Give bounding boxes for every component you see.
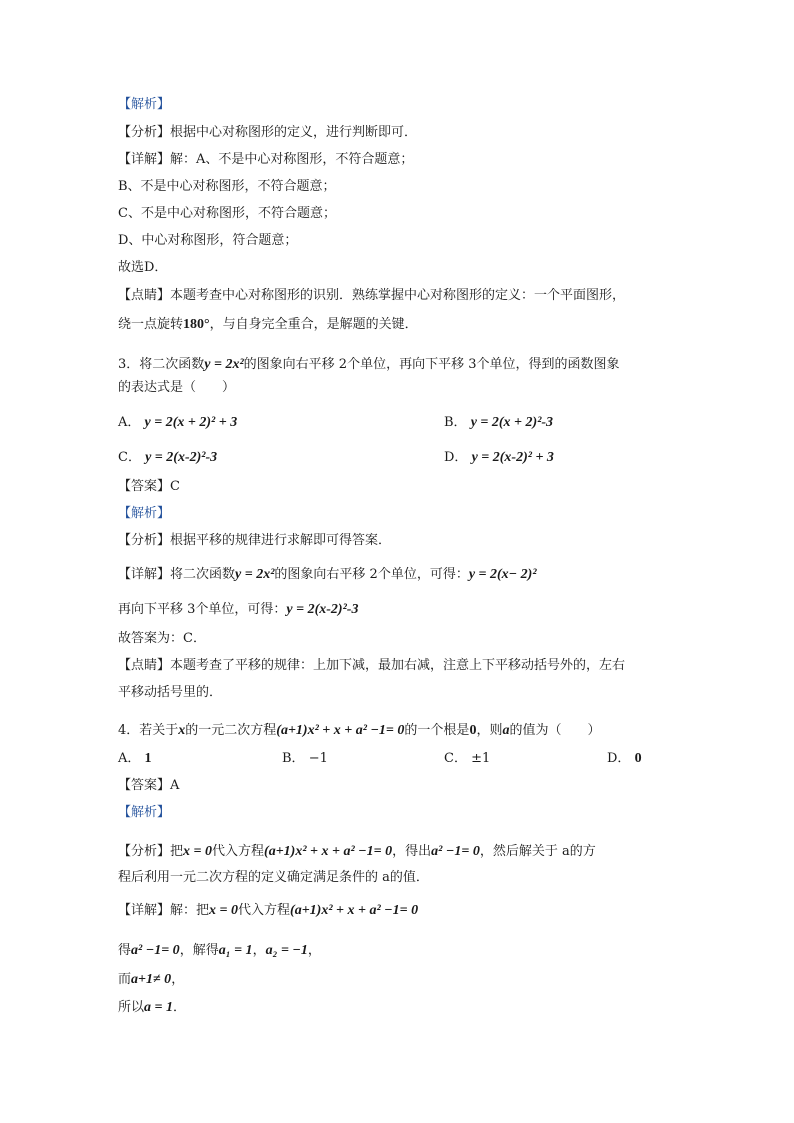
option-value: 0 xyxy=(634,751,642,766)
q3-stem xyxy=(118,356,619,374)
math-expr: y = 2(x + 2)² + 3 xyxy=(144,415,238,430)
text-segment: 所以 xyxy=(118,1000,145,1015)
analysis-tag xyxy=(118,96,170,114)
q4-fenxi-2: 程后利用一元二次方程的定义确定满足条件的 a的值． xyxy=(118,870,429,885)
text-segment: ， xyxy=(252,943,266,958)
option-d-analysis: D、中心对称图形，符合题意； xyxy=(118,233,298,248)
detail-text: 解：A、不是中心对称图形，不符合题意； xyxy=(170,152,414,167)
math-expr: y = 2(x-2)²-3 xyxy=(145,450,218,465)
math-expr: y = 2(x-2)² + 3 xyxy=(471,450,554,465)
text-segment: ， xyxy=(171,972,185,987)
dianjing-line-2 xyxy=(118,316,418,334)
option-letter: D． xyxy=(444,450,468,465)
text-segment: 代入方程 xyxy=(238,903,291,918)
q4-option-c xyxy=(444,750,490,768)
text-segment: 代入方程 xyxy=(212,844,265,859)
tag-label: 【分析】 xyxy=(118,844,171,859)
text-segment: 而 xyxy=(118,972,132,987)
math-expr: y = 2x² xyxy=(204,357,244,372)
text-segment: ． xyxy=(173,1000,187,1015)
q3-fenxi xyxy=(118,532,391,550)
option-value: 1 xyxy=(144,751,152,766)
q4-fenxi xyxy=(118,843,596,861)
choose-line: 故选D． xyxy=(118,260,168,275)
math-expr: (a+1)x² + x + a² −1= 0 xyxy=(264,844,393,859)
tag-label: 【点睛】 xyxy=(118,288,171,303)
q4-option-a xyxy=(118,750,152,768)
tag-label: 【点睛】 xyxy=(118,658,171,673)
math-expr: y = 2(x-2)²-3 xyxy=(286,602,359,617)
q3-option-b xyxy=(444,414,553,432)
math-expr: y = 2x² xyxy=(235,567,275,582)
tag-label: 【解析】 xyxy=(118,97,171,112)
text-segment: 再向下平移 3个单位，可得： xyxy=(118,602,287,617)
q3-dianjing-2: 平移动括号里的． xyxy=(118,685,223,700)
option-letter: A． xyxy=(118,751,141,766)
text-segment: 根据平移的规律进行求解即可得答案． xyxy=(170,533,392,548)
q3-stem-2: 的表达式是（ ） xyxy=(118,380,236,395)
text-segment: ，与自身完全重合，是解题的关键． xyxy=(209,317,418,332)
option-value: ±1 xyxy=(471,751,491,766)
text-segment: 将二次函数 xyxy=(170,567,236,582)
math-var: x xyxy=(178,723,186,738)
text-segment: 的一元二次方程 xyxy=(185,723,277,738)
dianjing-text: 本题考查中心对称图形的识别．熟练掌握中心对称图形的定义：一个平面图形， xyxy=(170,288,626,303)
answer-value: A xyxy=(170,778,180,793)
q4-analysis-tag xyxy=(118,804,170,822)
tag-label: 【解析】 xyxy=(118,506,171,521)
q4-final xyxy=(118,999,186,1017)
text-segment: ，则 xyxy=(476,723,503,738)
q4-solve xyxy=(118,942,321,960)
math-expr: a² −1= 0 xyxy=(431,844,480,859)
text-segment: 本题考查了平移的规律：上加下减，最加右减，注意上下平移动括号外的，左右 xyxy=(170,658,626,673)
q4-detail xyxy=(118,902,418,920)
math-var: a xyxy=(502,723,510,738)
option-letter: B． xyxy=(282,751,305,766)
tag-label: 【详解】 xyxy=(118,903,171,918)
text-segment: 绕一点旋转 xyxy=(118,317,184,332)
answer-value: C xyxy=(170,479,180,494)
tag-label: 【详解】 xyxy=(118,152,171,167)
q3-detail xyxy=(118,566,537,584)
fenxi-line xyxy=(118,124,417,142)
tag-label: 【详解】 xyxy=(118,567,171,582)
math-expr: a² −1= 0 xyxy=(131,943,180,958)
tag-label: 【答案】 xyxy=(118,778,171,793)
text-segment: 把 xyxy=(170,844,184,859)
q4-condition xyxy=(118,971,184,989)
tag-label: 【分析】 xyxy=(118,533,171,548)
q4-option-d xyxy=(607,750,642,768)
q3-answer xyxy=(118,478,180,496)
q3-analysis-tag xyxy=(118,505,170,523)
text-segment: 4．若关于 xyxy=(118,723,179,738)
q4-answer xyxy=(118,777,179,795)
q3-dianjing xyxy=(118,657,625,675)
math-expr: a₂ = −1 xyxy=(265,943,308,958)
q3-detail-2 xyxy=(118,601,358,619)
option-letter: C． xyxy=(118,450,141,465)
option-letter: C． xyxy=(444,751,467,766)
text-segment: 的图象向右平移 2个单位，再向下平移 3个单位，得到的函数图象 xyxy=(243,357,620,372)
q3-option-d xyxy=(444,449,554,467)
text-segment: ，得出 xyxy=(392,844,432,859)
tag-label: 【分析】 xyxy=(118,125,171,140)
fenxi-text: 根据中心对称图形的定义，进行判断即可． xyxy=(170,125,418,140)
math-expr: a₁ = 1 xyxy=(218,943,253,958)
option-letter: D． xyxy=(607,751,631,766)
option-letter: A． xyxy=(118,415,141,430)
q3-conclusion: 故答案为：C． xyxy=(118,631,206,646)
q4-option-b xyxy=(282,750,328,768)
angle-value: 180° xyxy=(183,317,210,332)
math-expr: x = 0 xyxy=(183,844,213,859)
option-c-analysis: C、不是中心对称图形，不符合题意； xyxy=(118,206,336,221)
tag-label: 【解析】 xyxy=(118,805,171,820)
text-segment: 的值为（ ） xyxy=(509,723,601,738)
detail-line xyxy=(118,151,413,169)
text-segment: 得 xyxy=(118,943,132,958)
math-expr: (a+1)x² + x + a² −1= 0 xyxy=(290,903,419,918)
text-segment: 的一个根是 xyxy=(404,723,470,738)
q3-option-c xyxy=(118,449,217,467)
tag-label: 【答案】 xyxy=(118,479,171,494)
dianjing-line xyxy=(118,287,625,305)
math-expr: y = 2(x + 2)²-3 xyxy=(470,415,554,430)
math-expr: y = 2(x− 2)² xyxy=(468,567,537,582)
math-expr: a+1≠ 0 xyxy=(131,972,172,987)
text-segment: ， xyxy=(307,943,321,958)
option-value: −1 xyxy=(308,751,328,766)
option-letter: B． xyxy=(444,415,467,430)
math-var: 0 xyxy=(469,723,477,738)
text-segment: 的图象向右平移 2个单位，可得： xyxy=(274,567,469,582)
q4-stem xyxy=(118,722,600,740)
text-segment: ，然后解关于 a的方 xyxy=(479,844,596,859)
text-segment: 解：把 xyxy=(170,903,210,918)
text-segment: ，解得 xyxy=(179,943,219,958)
math-expr: a = 1 xyxy=(144,1000,173,1015)
q3-option-a xyxy=(118,414,237,432)
math-expr: x = 0 xyxy=(209,903,239,918)
option-b-analysis: B、不是中心对称图形，不符合题意； xyxy=(118,179,336,194)
math-expr: (a+1)x² + x + a² −1= 0 xyxy=(276,723,405,738)
text-segment: 3．将二次函数 xyxy=(118,357,205,372)
